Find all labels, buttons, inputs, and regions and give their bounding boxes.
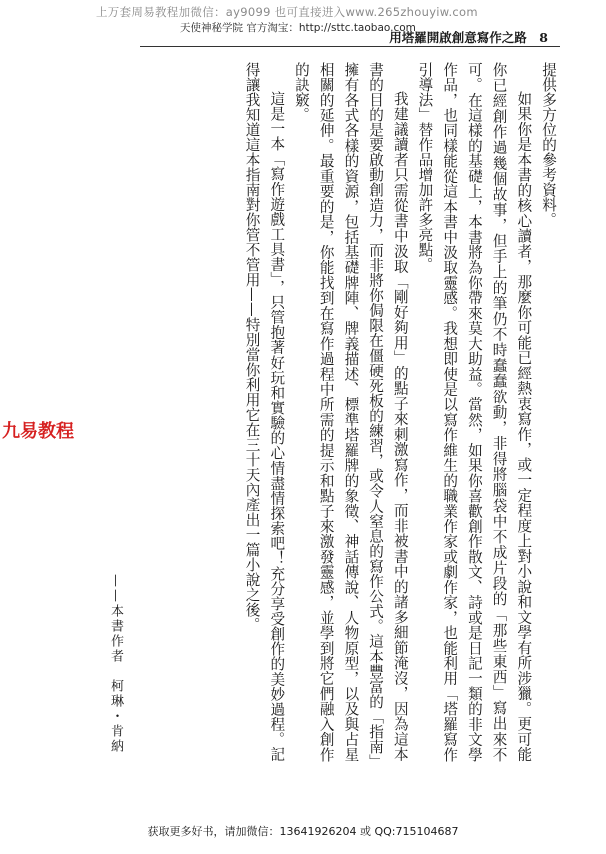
body-text <box>135 62 560 762</box>
paragraph-core-readers: 如果你是本書的核心讀者，那麼你可能已經熱衷寫作，或一定程度上對小說和文學有所涉獵。更可能你已經創作過幾個故事，但手上的筆仍不時蠢蠢欲動，非得將腦袋中不成片段的「那些東西」寫出來不可。在這樣的基礎上，本書將為你帶來莫大助益。當然，如果你喜歡創作散文、詩或是日記一類的非文學作品，也同樣能從這本書中汲取靈感。我想即使是以寫作維生的職業作家或劇作家，也能利用「塔羅寫作引導法」替作品增加許多亮點。 <box>416 62 533 762</box>
header-shop-line: 天使神秘学院 官方淘宝：http://sttc.taobao.com <box>180 22 416 34</box>
paragraph-continuation: 提供多方位的參考資料。 <box>540 62 557 227</box>
author-signature: ——本書作者 柯琳・肯納 <box>108 574 123 754</box>
paragraph-suggestion: 我建議讀者只需從書中汲取「剛好夠用」的點子來刺激寫作，而非被書中的諸多細節淹沒，因為這本書的目的是要啟動創造力，而非將你侷限在僵硬死板的練習，或令人窒息的寫作公式。這本豐富的「指南」擁有各式各樣的資源，包括基礎牌陣、牌義描述、標準塔羅牌的象徵、神話傳說、人物原型，以及與占星相關的延伸。最重要的是，你能找到在寫作過程中所需的提示和點子來激發靈感，並學到將它們融入創作的訣竅。 <box>292 62 409 762</box>
side-watermark: 九易教程 <box>2 421 74 442</box>
header-rule <box>140 46 560 47</box>
footer-contact: 获取更多好书，请加微信：13641926204 或 QQ:715104687 <box>147 825 459 838</box>
paragraph-closing: 這是一本「寫作遊戲工具書」，只管抱著好玩和實驗的心情盡情探索吧！充分享受創作的美妙過程。記得讓我知道這本指南對你管不管用——特別當你利用它在三十天內產出一篇小說之後。 <box>243 62 286 762</box>
running-header: 用塔羅開啟創意寫作之路 8 <box>389 30 548 45</box>
top-watermark: 上万套周易教程加微信：ay9099 也可直接进入www.265zhouyiw.com <box>96 5 478 19</box>
